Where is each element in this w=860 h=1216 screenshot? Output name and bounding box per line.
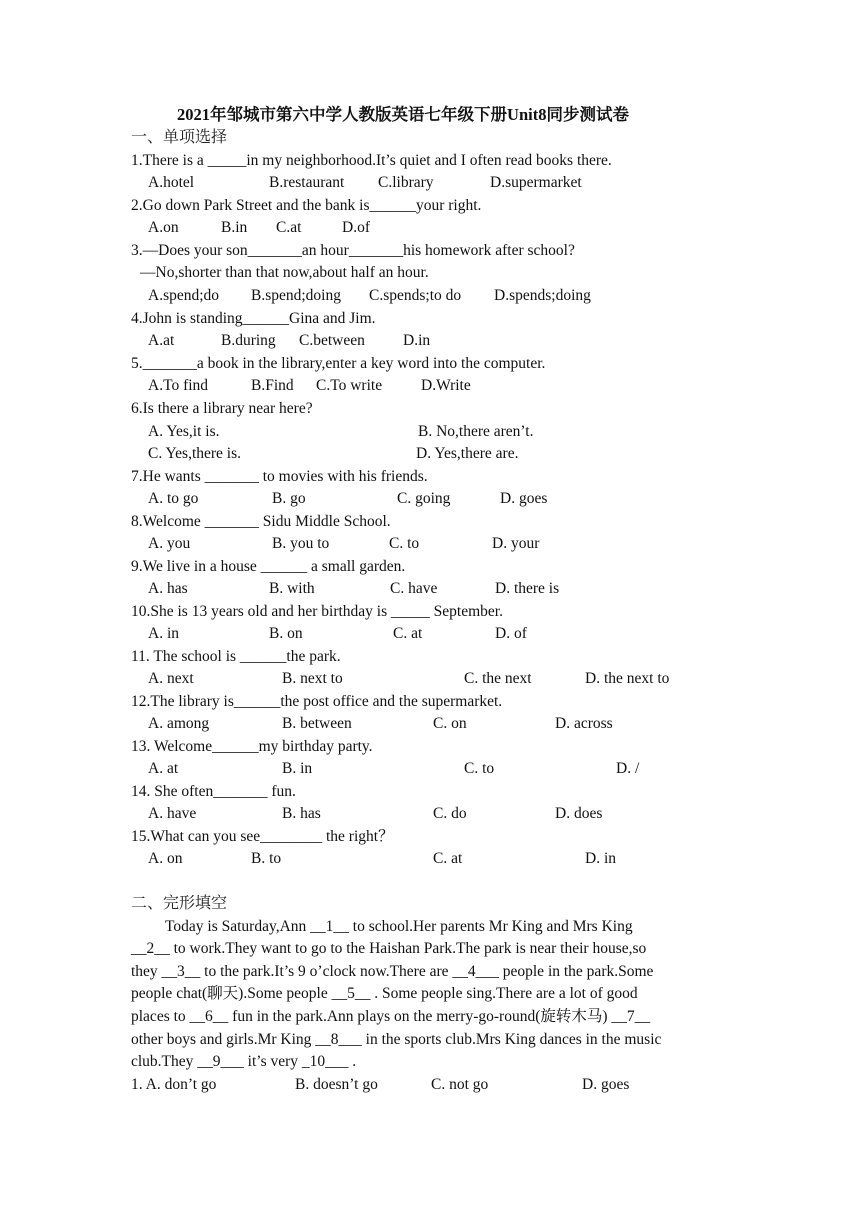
passage-line: club.They __9___ it’s very _10___ . [131,1053,357,1070]
option: C. do [433,805,467,822]
option: B. between [282,715,352,732]
question-stem: 10.She is 13 years old and her birthday is _____ September. [131,603,503,620]
option: D.spends;doing [494,287,591,304]
option: D. the next to [585,670,670,687]
option: A. in [148,625,179,642]
question-stem: 15.What can you see________ the right？ [131,828,394,845]
question-stem: 1.There is a _____in my neighborhood.It’s quiet and I often read books there. [131,152,612,169]
option: A. at [148,760,179,777]
option: B. with [269,580,315,597]
option: B. has [282,805,321,822]
option: C.To write [316,377,383,394]
option: A. on [148,850,183,867]
passage-line: __2__ to work.They want to go to the Haishan Park.The park is near their house,so [131,940,647,957]
option: D. does [555,805,603,822]
passage-line: places to __6__ fun in the park.Ann plays on the merry-go-round(旋转木马) __7__ [131,1008,651,1025]
option: D. in [585,850,616,867]
option: B.during [221,332,276,349]
option: A. among [148,715,210,732]
option: C.spends;to do [369,287,462,304]
cloze-question-stem: 1. A. don’t go [131,1076,217,1093]
option: C. at [433,850,463,867]
option: D. goes [582,1076,630,1093]
question-stem: 11. The school is ______the park. [131,648,341,665]
option: B. you to [272,535,330,552]
option: D.in [403,332,431,349]
passage-line: other boys and girls.Mr King __8___ in the sports club.Mrs King dances in the music [131,1031,662,1048]
question-stem: 4.John is standing______Gina and Jim. [131,310,376,327]
option: B.restaurant [269,174,345,191]
option: C. Yes,there is. [148,445,242,462]
option: D. Yes,there are. [416,445,519,462]
option: D. of [495,625,527,642]
passage-line: people chat(聊天).Some people __5__ . Some people sing.There are a lot of good [131,985,638,1002]
passage-line: Today is Saturday,Ann __1__ to school.Her parents Mr King and Mrs King [165,918,633,935]
section-heading-multiple-choice: 一、单项选择 [131,129,228,146]
passage-line: they __3__ to the park.It’s 9 o’clock now.There are __4___ people in the park.Some [131,963,654,980]
section-heading-cloze: 二、完形填空 [131,895,228,912]
option: C. on [433,715,467,732]
option: A.on [148,219,179,236]
option: C. have [390,580,438,597]
question-stem: 13. Welcome______my birthday party. [131,738,373,755]
option: A. Yes,it is. [148,423,220,440]
option: B. next to [282,670,343,687]
option: D.of [342,219,370,236]
option: A. have [148,805,197,822]
option: C. the next [464,670,532,687]
question-stem: 9.We live in a house ______ a small garden. [131,558,406,575]
option: C.at [276,219,302,236]
option: B. go [272,490,306,507]
option: A. you [148,535,191,552]
question-stem: 2.Go down Park Street and the bank is______your right. [131,197,482,214]
question-stem-reply: —No,shorter than that now,about half an hour. [140,264,429,281]
option: D. across [555,715,613,732]
option: A. next [148,670,194,687]
option: B. to [251,850,282,867]
option: C. to [389,535,420,552]
option: A.at [148,332,175,349]
question-stem: 3.—Does your son_______an hour_______his homework after school? [131,242,575,259]
option: C.library [378,174,434,191]
option: A.To find [148,377,209,394]
option: C. to [464,760,495,777]
option: A. to go [148,490,199,507]
option: D. your [492,535,540,552]
option: B. doesn’t go [295,1076,378,1093]
option: D. goes [500,490,548,507]
question-stem: 5._______a book in the library,enter a key word into the computer. [131,355,546,372]
option: B. on [269,625,303,642]
question-stem: 14. She often_______ fun. [131,783,296,800]
question-stem: 6.Is there a library near here? [131,400,313,417]
option: B.Find [251,377,294,394]
option: A.hotel [148,174,195,191]
option: D.supermarket [490,174,582,191]
question-stem: 7.He wants _______ to movies with his friends. [131,468,428,485]
option: A.spend;do [148,287,220,304]
option: B. in [282,760,313,777]
option: C. going [397,490,451,507]
option: B. No,there aren’t. [418,423,534,440]
option: C.between [299,332,365,349]
option: B.in [221,219,248,236]
question-stem: 12.The library is______the post office and the supermarket. [131,693,503,710]
option: C. at [393,625,423,642]
document-title: 2021年邹城市第六中学人教版英语七年级下册Unit8同步测试卷 [177,105,629,124]
question-stem: 8.Welcome _______ Sidu Middle School. [131,513,391,530]
option: D.Write [421,377,471,394]
option: C. not go [431,1076,489,1093]
option: D. / [616,760,640,777]
option: B.spend;doing [251,287,341,304]
option: D. there is [495,580,560,597]
option: A. has [148,580,188,597]
